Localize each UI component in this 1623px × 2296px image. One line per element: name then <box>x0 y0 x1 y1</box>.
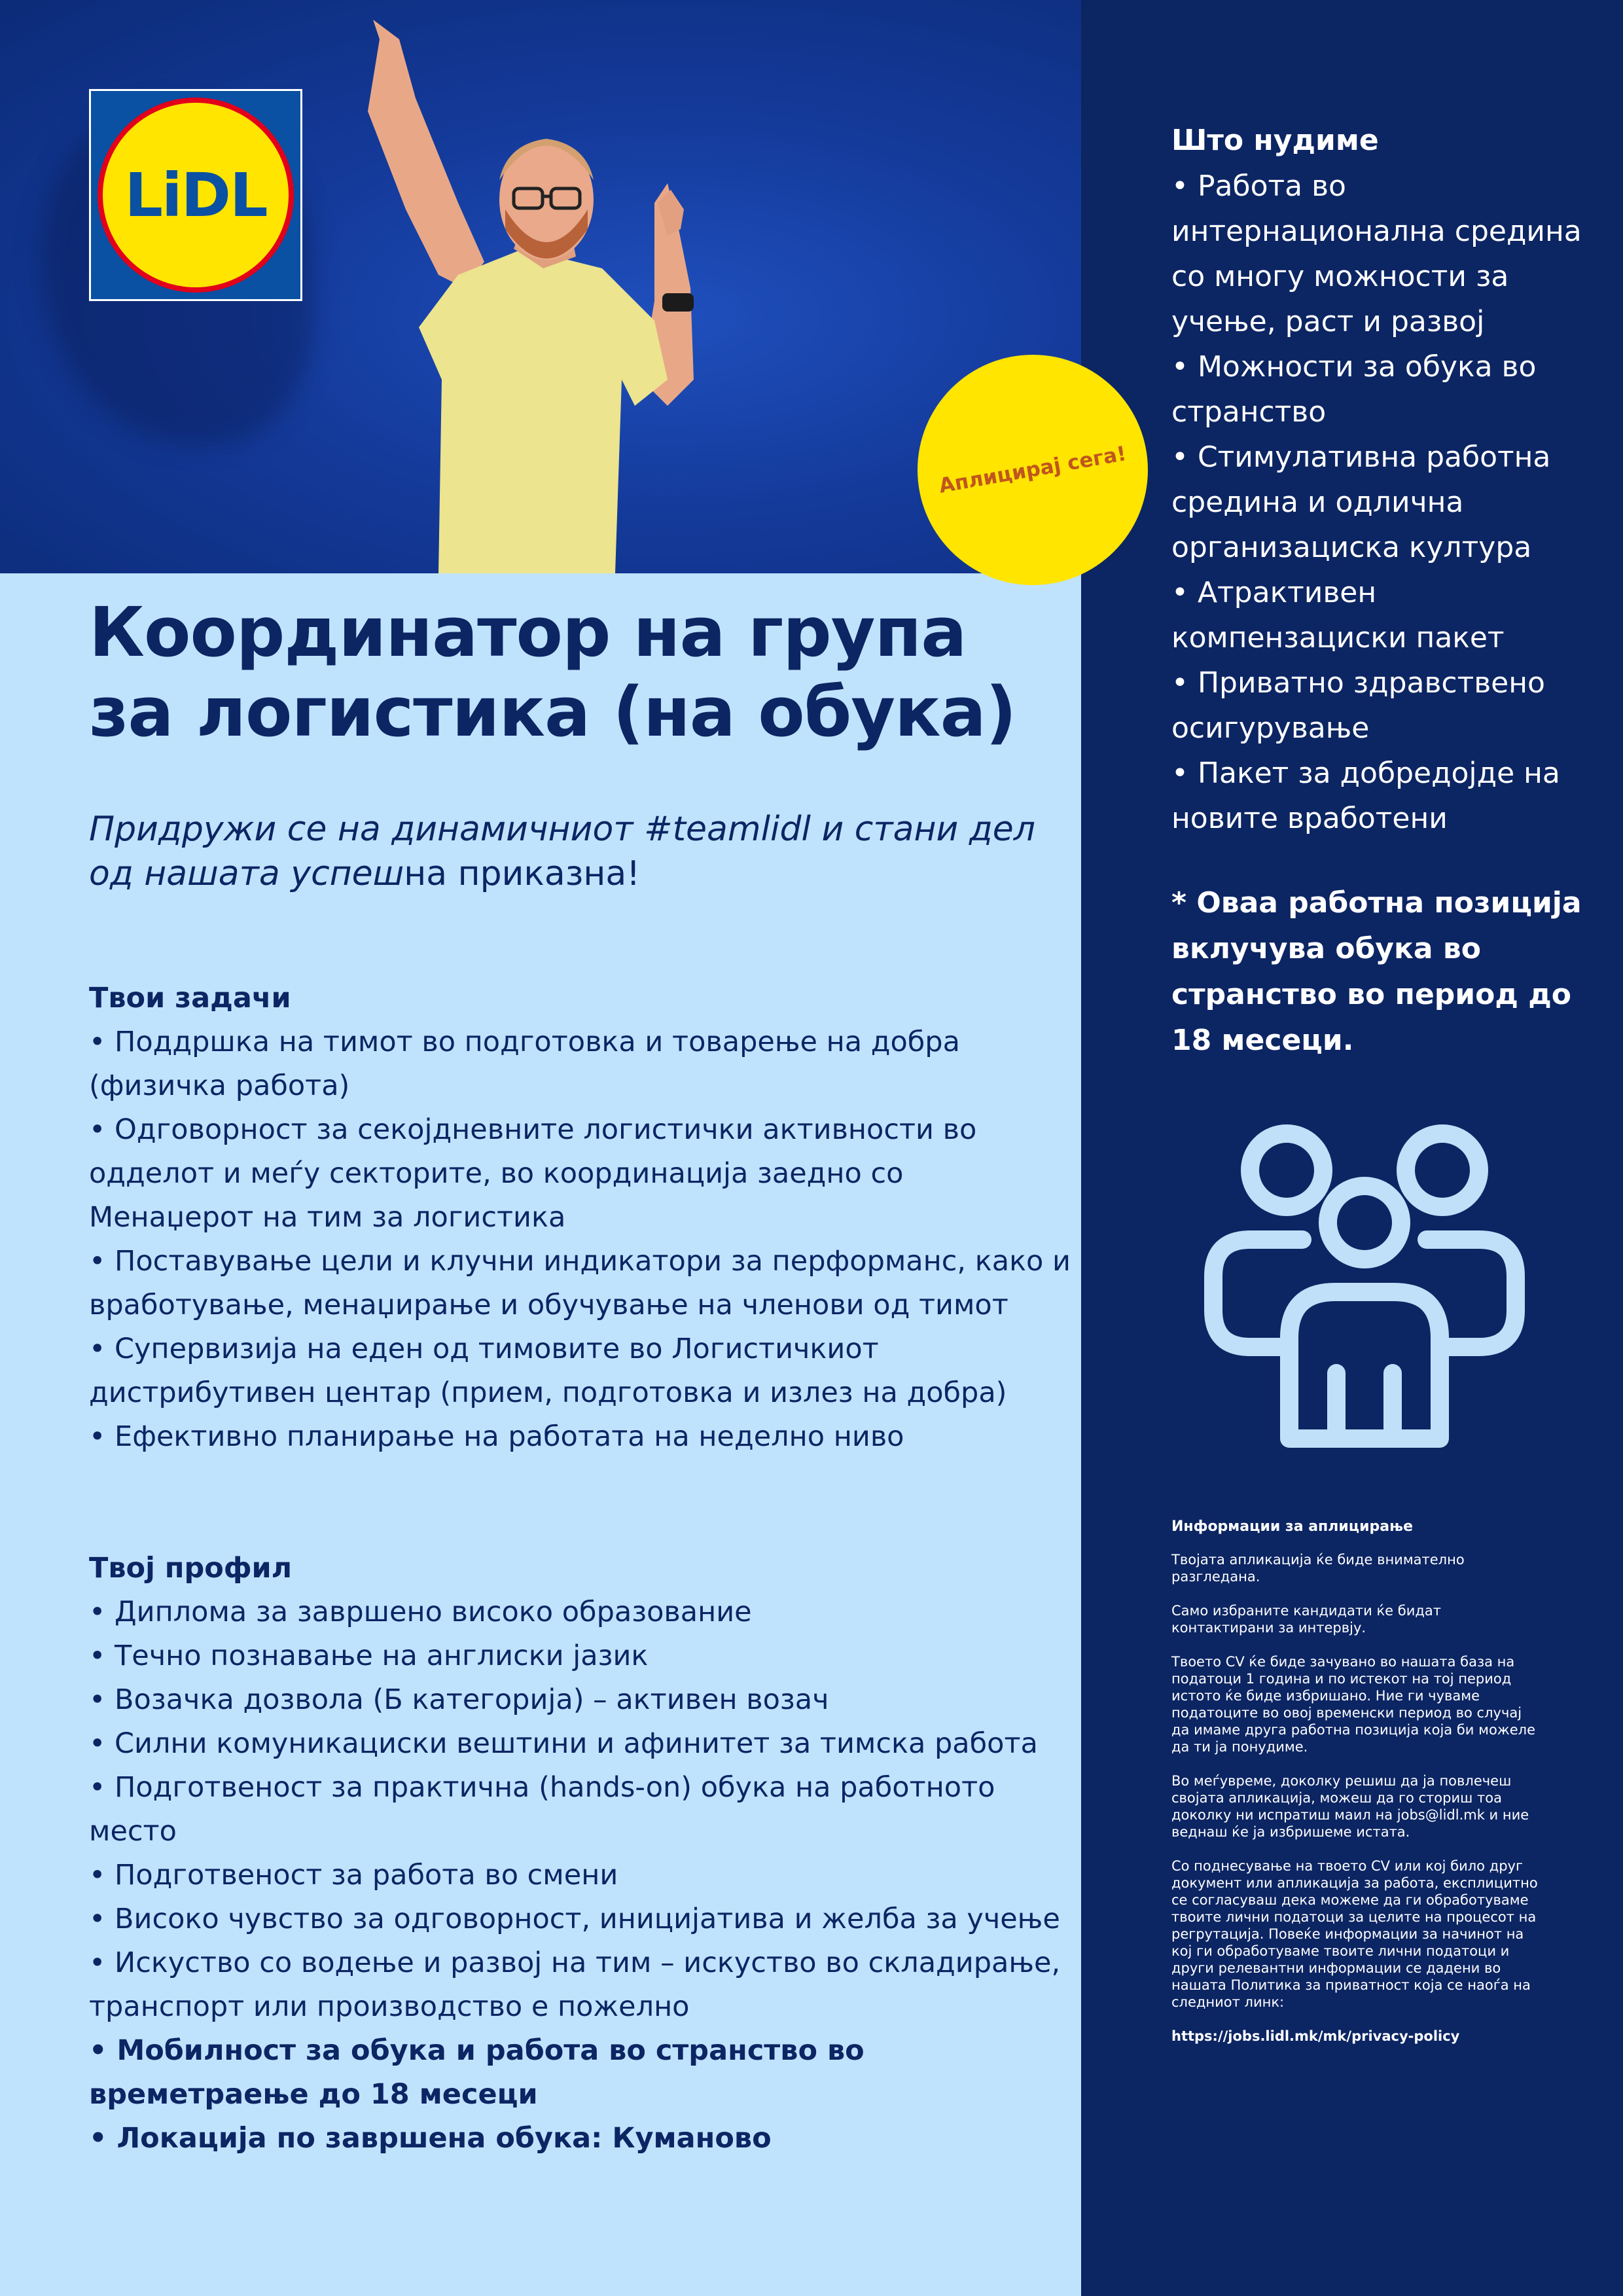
info-paragraph: Твоето CV ќе биде зачувано во нашата база на податоци 1 година и по истекот на тој период истото ќе биде избришано. Ние ги чуваме податоците во овој временски период во случај да имаме друга работна позиција која би можеле да ти ја понудиме. <box>1171 1654 1535 1755</box>
apply-now-badge[interactable] <box>918 355 1148 585</box>
offer-item: • Приватно здравствено осигурување <box>1171 666 1545 745</box>
lidl-logo-text: LiDL <box>124 160 267 230</box>
lidl-logo-circle <box>98 98 294 293</box>
profile-item: • Искуство со водење и развој на тим – искуство во складирање, транспорт или производство е пожелно <box>89 1946 1061 2023</box>
profile-item: • Течно познавање на англиски јазик <box>89 1640 649 1672</box>
task-item: • Супервизија на еден од тимовите во Логистичкиот дистрибутивен центар (прием, подготовка и излез на добра) <box>89 1333 1007 1409</box>
job-title <box>89 592 1071 752</box>
job-title-line-2: за логистика (на обука) <box>89 672 1016 752</box>
apply-now-label: Аплицирај сега! <box>937 442 1128 498</box>
offer-section <box>1171 118 1603 841</box>
training-note: * Оваа работна позиција вклучува обука во странство во период до 18 месеци. <box>1171 886 1582 1057</box>
job-title-line-1: Координатор на група <box>89 592 967 672</box>
profile-item: • Диплома за завршено високо образование <box>89 1596 752 1628</box>
person-illustration <box>327 13 825 573</box>
tasks-section <box>89 977 1071 1459</box>
info-paragraph: Само избраните кандидати ќе бидат контактирани за интервју. <box>1171 1603 1441 1636</box>
profile-item: • Подготвеност за практична (hands-on) обука на работното место <box>89 1771 995 1848</box>
subtitle-rest: на приказна! <box>404 854 641 893</box>
info-paragraph: Твојата апликација ќе биде внимателно разгледана. <box>1171 1552 1465 1585</box>
info-paragraph: Во меѓувреме, доколку решиш да ја повлечеш својата апликација, можеш да го сториш тоа доколку ни испратиш маил на jobs@lidl.mk и ние веднаш ќе ја избришеме истата. <box>1171 1773 1529 1840</box>
offer-item: • Атрактивен компензациски пакет <box>1171 576 1505 655</box>
profile-item: • Возачка дозвола (Б категорија) – активен возач <box>89 1683 829 1716</box>
privacy-policy-link[interactable]: https://jobs.lidl.mk/mk/privacy-policy <box>1171 2028 1460 2044</box>
tasks-heading: Твои задачи <box>89 982 291 1014</box>
offer-heading: Што нудиме <box>1171 124 1379 157</box>
info-paragraph: Со поднесување на твоето CV или кој било друг документ или апликација за работа, експлицитно се согласуваш дека можеме да ги обработуваме твоите лични податоци за целите на процесот на регрутација. Повеќе информации за начинот на кој ги обработуваме твоите лични податоци и други релевантни информации се дадени во нашата Политика за приватност која се наоѓа на следниот линк: <box>1171 1858 1538 2010</box>
offer-item: • Стимулативна работна средина и одлична организациска култура <box>1171 440 1551 564</box>
offer-item: • Пакет за добредојде на новите вработени <box>1171 757 1560 835</box>
profile-item: • Силни комуникациски вештини и афинитет за тимска работа <box>89 1727 1038 1760</box>
task-item: • Ефективно планирање на работата на неделно ниво <box>89 1420 904 1453</box>
people-group-icon <box>1204 1124 1525 1448</box>
task-item: • Одговорност за секојдневните логистички активности во одделот и меѓу секторите, во координација заедно со Менаџерот на тим за логистика <box>89 1113 977 1234</box>
profile-section <box>89 1547 1071 2161</box>
task-item: • Поддршка на тимот во подготовка и товарење на добра (физичка работа) <box>89 1026 960 1102</box>
profile-item-bold: • Локација по завршена обука: Куманово <box>89 2122 772 2155</box>
profile-item: • Подготвеност за работа во смени <box>89 1859 618 1892</box>
subtitle-italic: Придружи се на динамичниот #teamlidl и стани дел од нашата успеш <box>89 810 1036 893</box>
task-item: • Поставување цели и клучни индикатори за перформанс, како и вработување, менаџирање и обучување на членови од тимот <box>89 1245 1071 1321</box>
profile-item-bold: • Мобилност за обука и работа во странство во времетраење до 18 месеци <box>89 2034 865 2111</box>
lidl-logo <box>89 89 302 301</box>
info-heading: Информации за аплицирање <box>1171 1518 1414 1535</box>
profile-heading: Твој профил <box>89 1552 293 1585</box>
job-subtitle <box>89 807 1058 896</box>
application-info <box>1171 1518 1538 2062</box>
profile-item: • Високо чувство за одговорност, иницијатива и желба за учење <box>89 1903 1060 1935</box>
offer-item: • Работа во интернационална средина со многу можности за учење, раст и развој <box>1171 170 1582 338</box>
offer-item: • Можности за обука во странство <box>1171 350 1537 429</box>
